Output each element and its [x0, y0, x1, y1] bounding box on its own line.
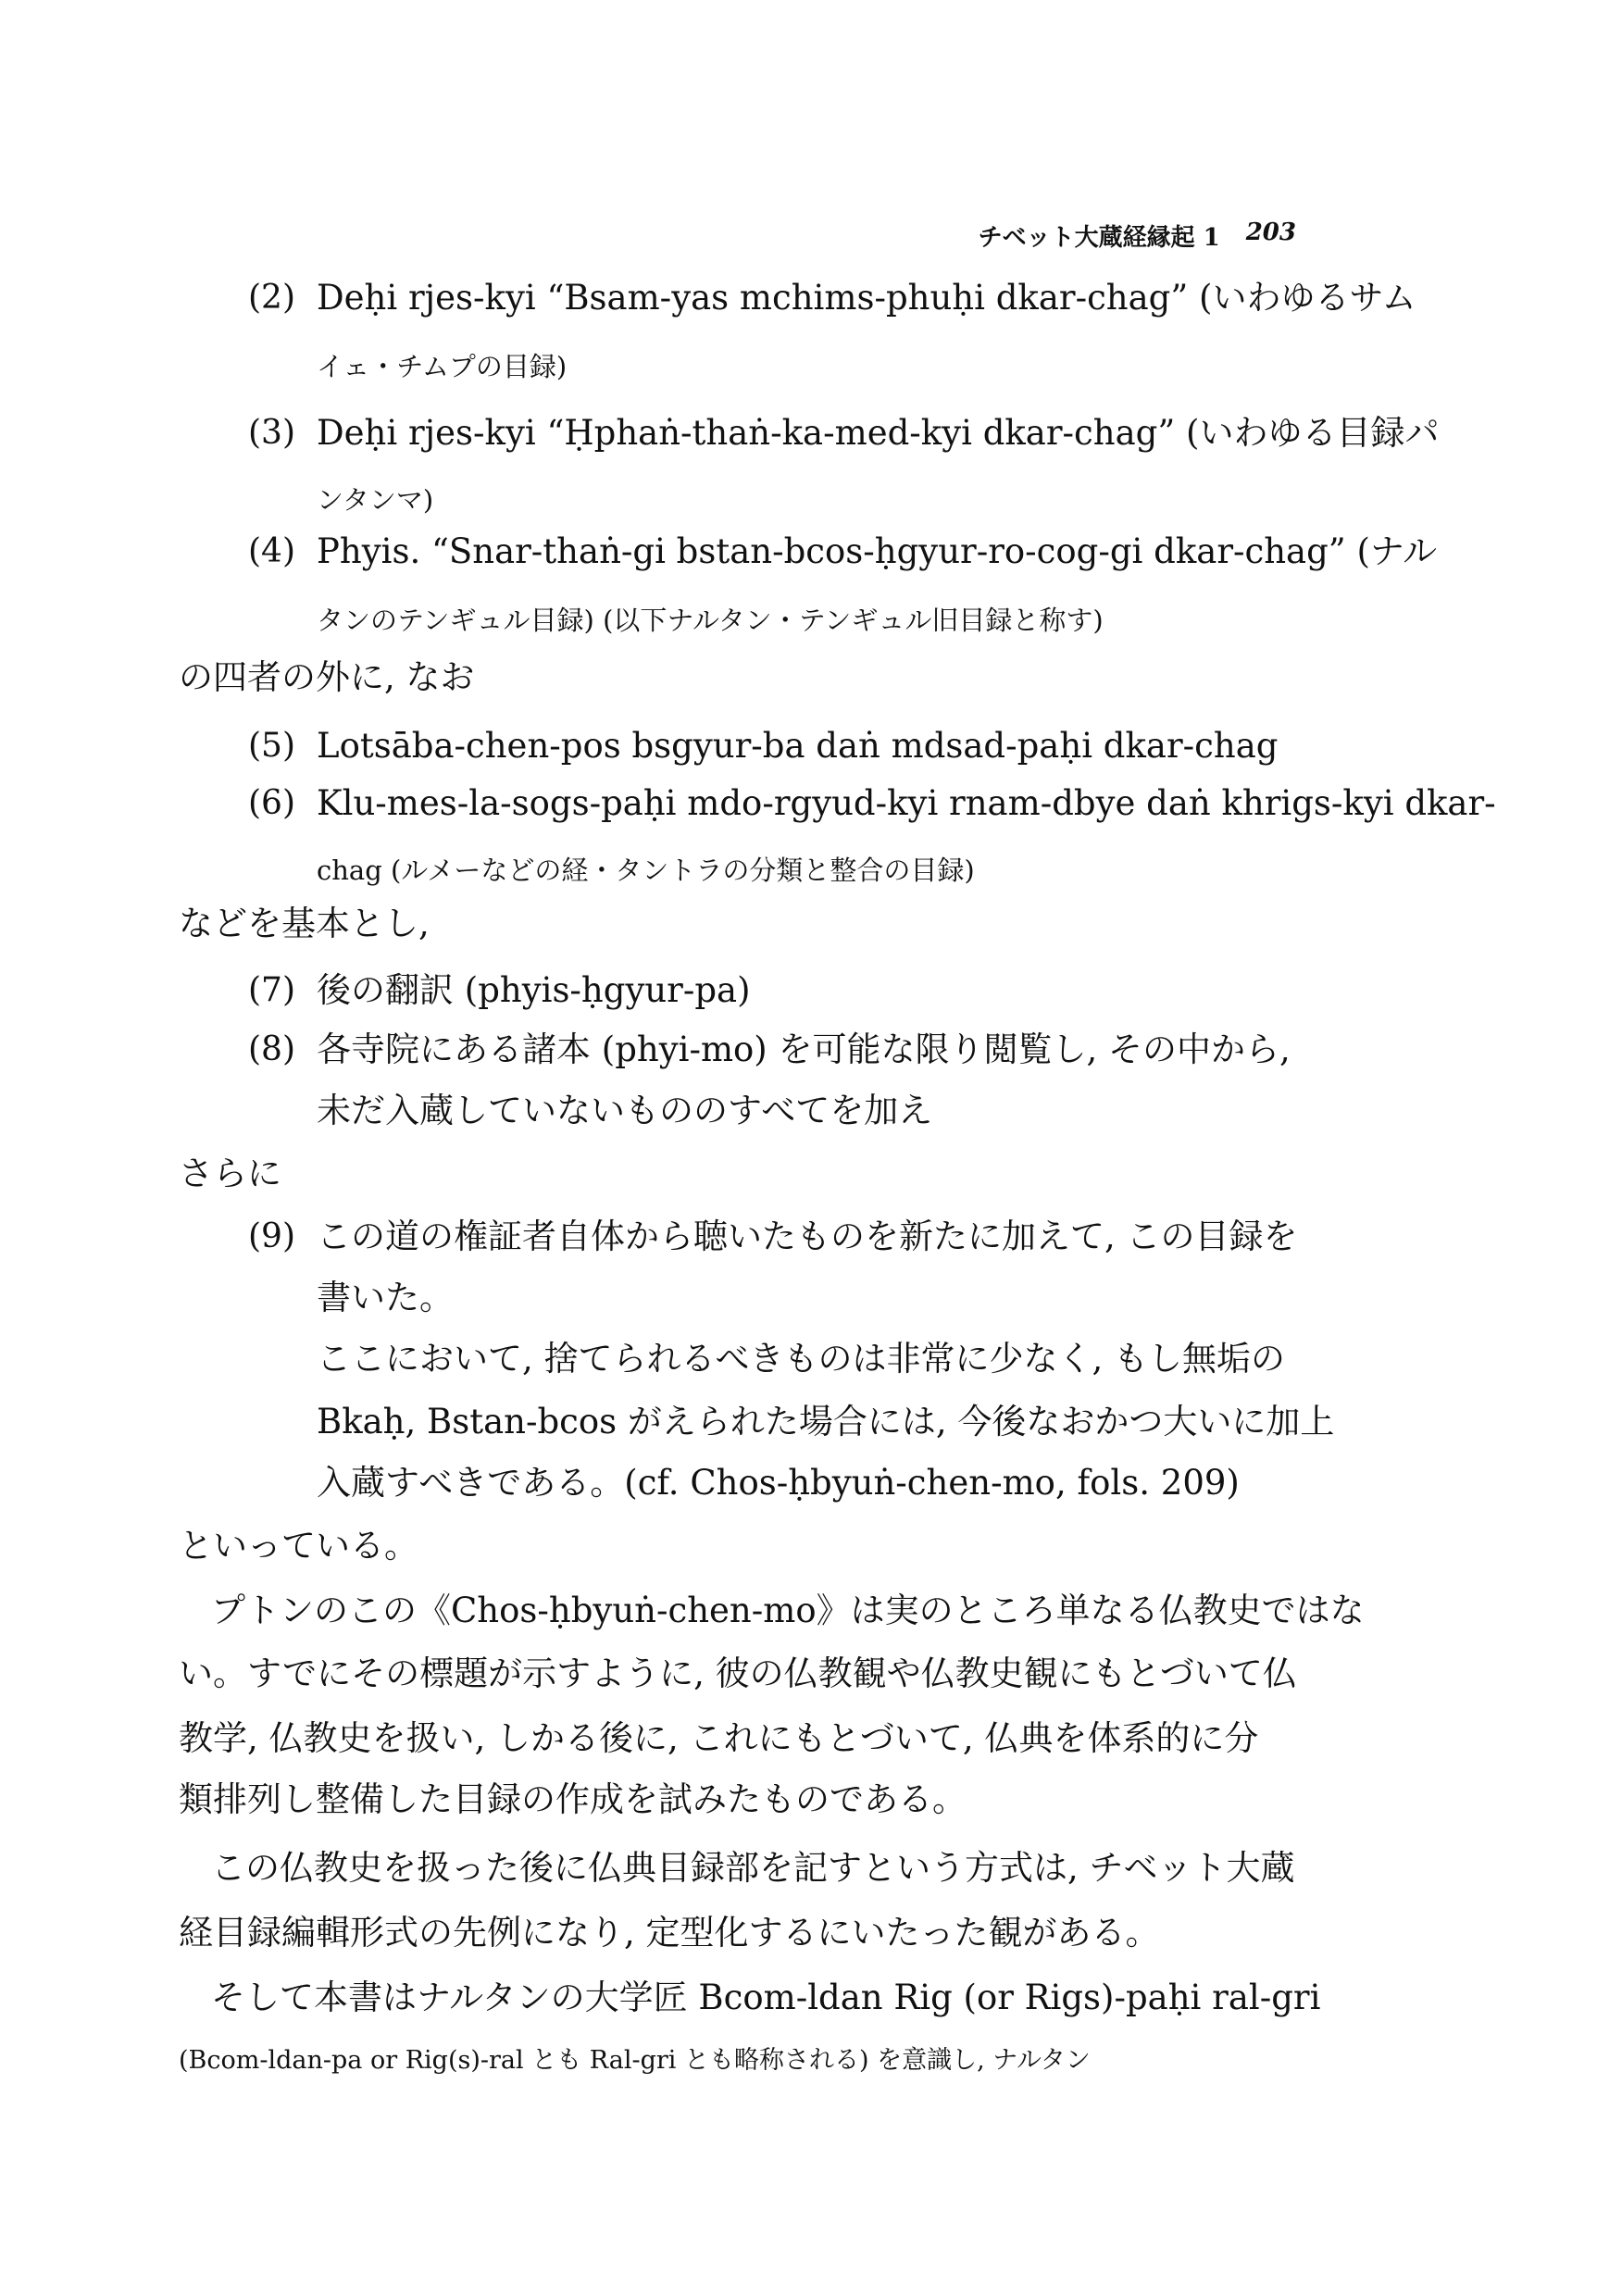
item-line: Lotsāba-chen-pos bsgyur-ba daṅ mdsad-paḥi dkar-chag	[317, 726, 1279, 766]
paragraph-line: (Bcom-ldan-pa or Rig(s)-ral とも Ral-gri とも略称される) を意識し, ナルタン	[179, 2046, 1091, 2075]
paragraph-line: この仏教史を扱った後に仏典目録部を記すという方式は, チベット大蔵	[211, 1848, 1295, 1888]
page-number: 203	[1245, 218, 1296, 246]
connector-text: さらに	[179, 1154, 281, 1193]
item-number: (6)	[248, 784, 295, 822]
continuation-line: ここにおいて, 捨てられるべきものは非常に少なく, もし無垢の	[317, 1339, 1286, 1379]
item-line: タンのテンギュル目録) (以下ナルタン・テンギュル旧目録と称す)	[317, 605, 1104, 636]
item-number: (4)	[248, 532, 295, 570]
paragraph-line: 経目録編輯形式の先例になり, 定型化するにいたった観がある。	[179, 1913, 1160, 1953]
paragraph-line: い。すでにその標題が示すように, 彼の仏教観や仏教史観にもとづいて仏	[179, 1653, 1297, 1693]
paragraph-line: プトンのこの《Chos-ḥbyuṅ-chen-mo》は実のところ単なる仏教史ではな	[211, 1591, 1365, 1630]
connector-text: などを基本とし,	[179, 904, 430, 943]
running-header	[898, 218, 1296, 253]
item-line: Phyis. “Snar-thaṅ-gi bstan-bcos-ḥgyur-ro-cog-gi dkar-chag” (ナル	[317, 531, 1438, 571]
item-number: (9)	[248, 1217, 295, 1255]
item-line: Deḥi rjes-kyi “Bsam-yas mchims-phuḥi dkar-chag” (いわゆるサム	[317, 278, 1416, 318]
continuation-line: 入蔵すべきである。(cf. Chos-ḥbyuṅ-chen-mo, fols. 209)	[317, 1463, 1240, 1503]
item-number: (3)	[248, 414, 295, 452]
connector-text: といっている。	[179, 1526, 418, 1566]
item-number: (2)	[248, 279, 295, 317]
running-title: チベット大蔵経縁起 1	[978, 224, 1220, 252]
item-line: Klu-mes-la-sogs-paḥi mdo-rgyud-kyi rnam-dbye daṅ khrigs-kyi dkar-	[317, 783, 1496, 823]
item-number: (8)	[248, 1030, 295, 1068]
item-line: chag (ルメーなどの経・タントラの分類と整合の目録)	[317, 855, 975, 886]
item-line: この道の権証者自体から聴いたものを新たに加えて, この目録を	[317, 1217, 1298, 1256]
item-line: 未だ入蔵していないもののすべてを加え	[317, 1091, 933, 1130]
item-line: 各寺院にある諸本 (phyi-mo) を可能な限り閲覧し, その中から,	[317, 1029, 1291, 1069]
paragraph-line: 類排列し整備した目録の作成を試みたものである。	[179, 1779, 967, 1819]
item-line: 後の翻訳 (phyis-ḥgyur-pa)	[317, 970, 751, 1010]
paragraph-line: そして本書はナルタンの大学匠 Bcom-ldan Rig (or Rigs)-paḥi ral-gri	[211, 1978, 1321, 2017]
item-number: (7)	[248, 971, 295, 1009]
item-line: イェ・チムプの目録)	[317, 351, 568, 382]
continuation-line: Bkaḥ, Bstan-bcos がえられた場合には, 今後なおかつ大いに加上	[317, 1402, 1335, 1441]
paragraph-line: 教学, 仏教史を扱い, しかる後に, これにもとづいて, 仏典を体系的に分	[179, 1718, 1259, 1758]
item-line: ンタンマ)	[317, 484, 434, 516]
item-number: (5)	[248, 727, 295, 765]
connector-text: の四者の外に, なお	[179, 657, 475, 697]
item-line: 書いた。	[317, 1278, 454, 1317]
item-line: Deḥi rjes-kyi “Ḥphaṅ-thaṅ-ka-med-kyi dkar-chag” (いわゆる目録パ	[317, 413, 1440, 453]
